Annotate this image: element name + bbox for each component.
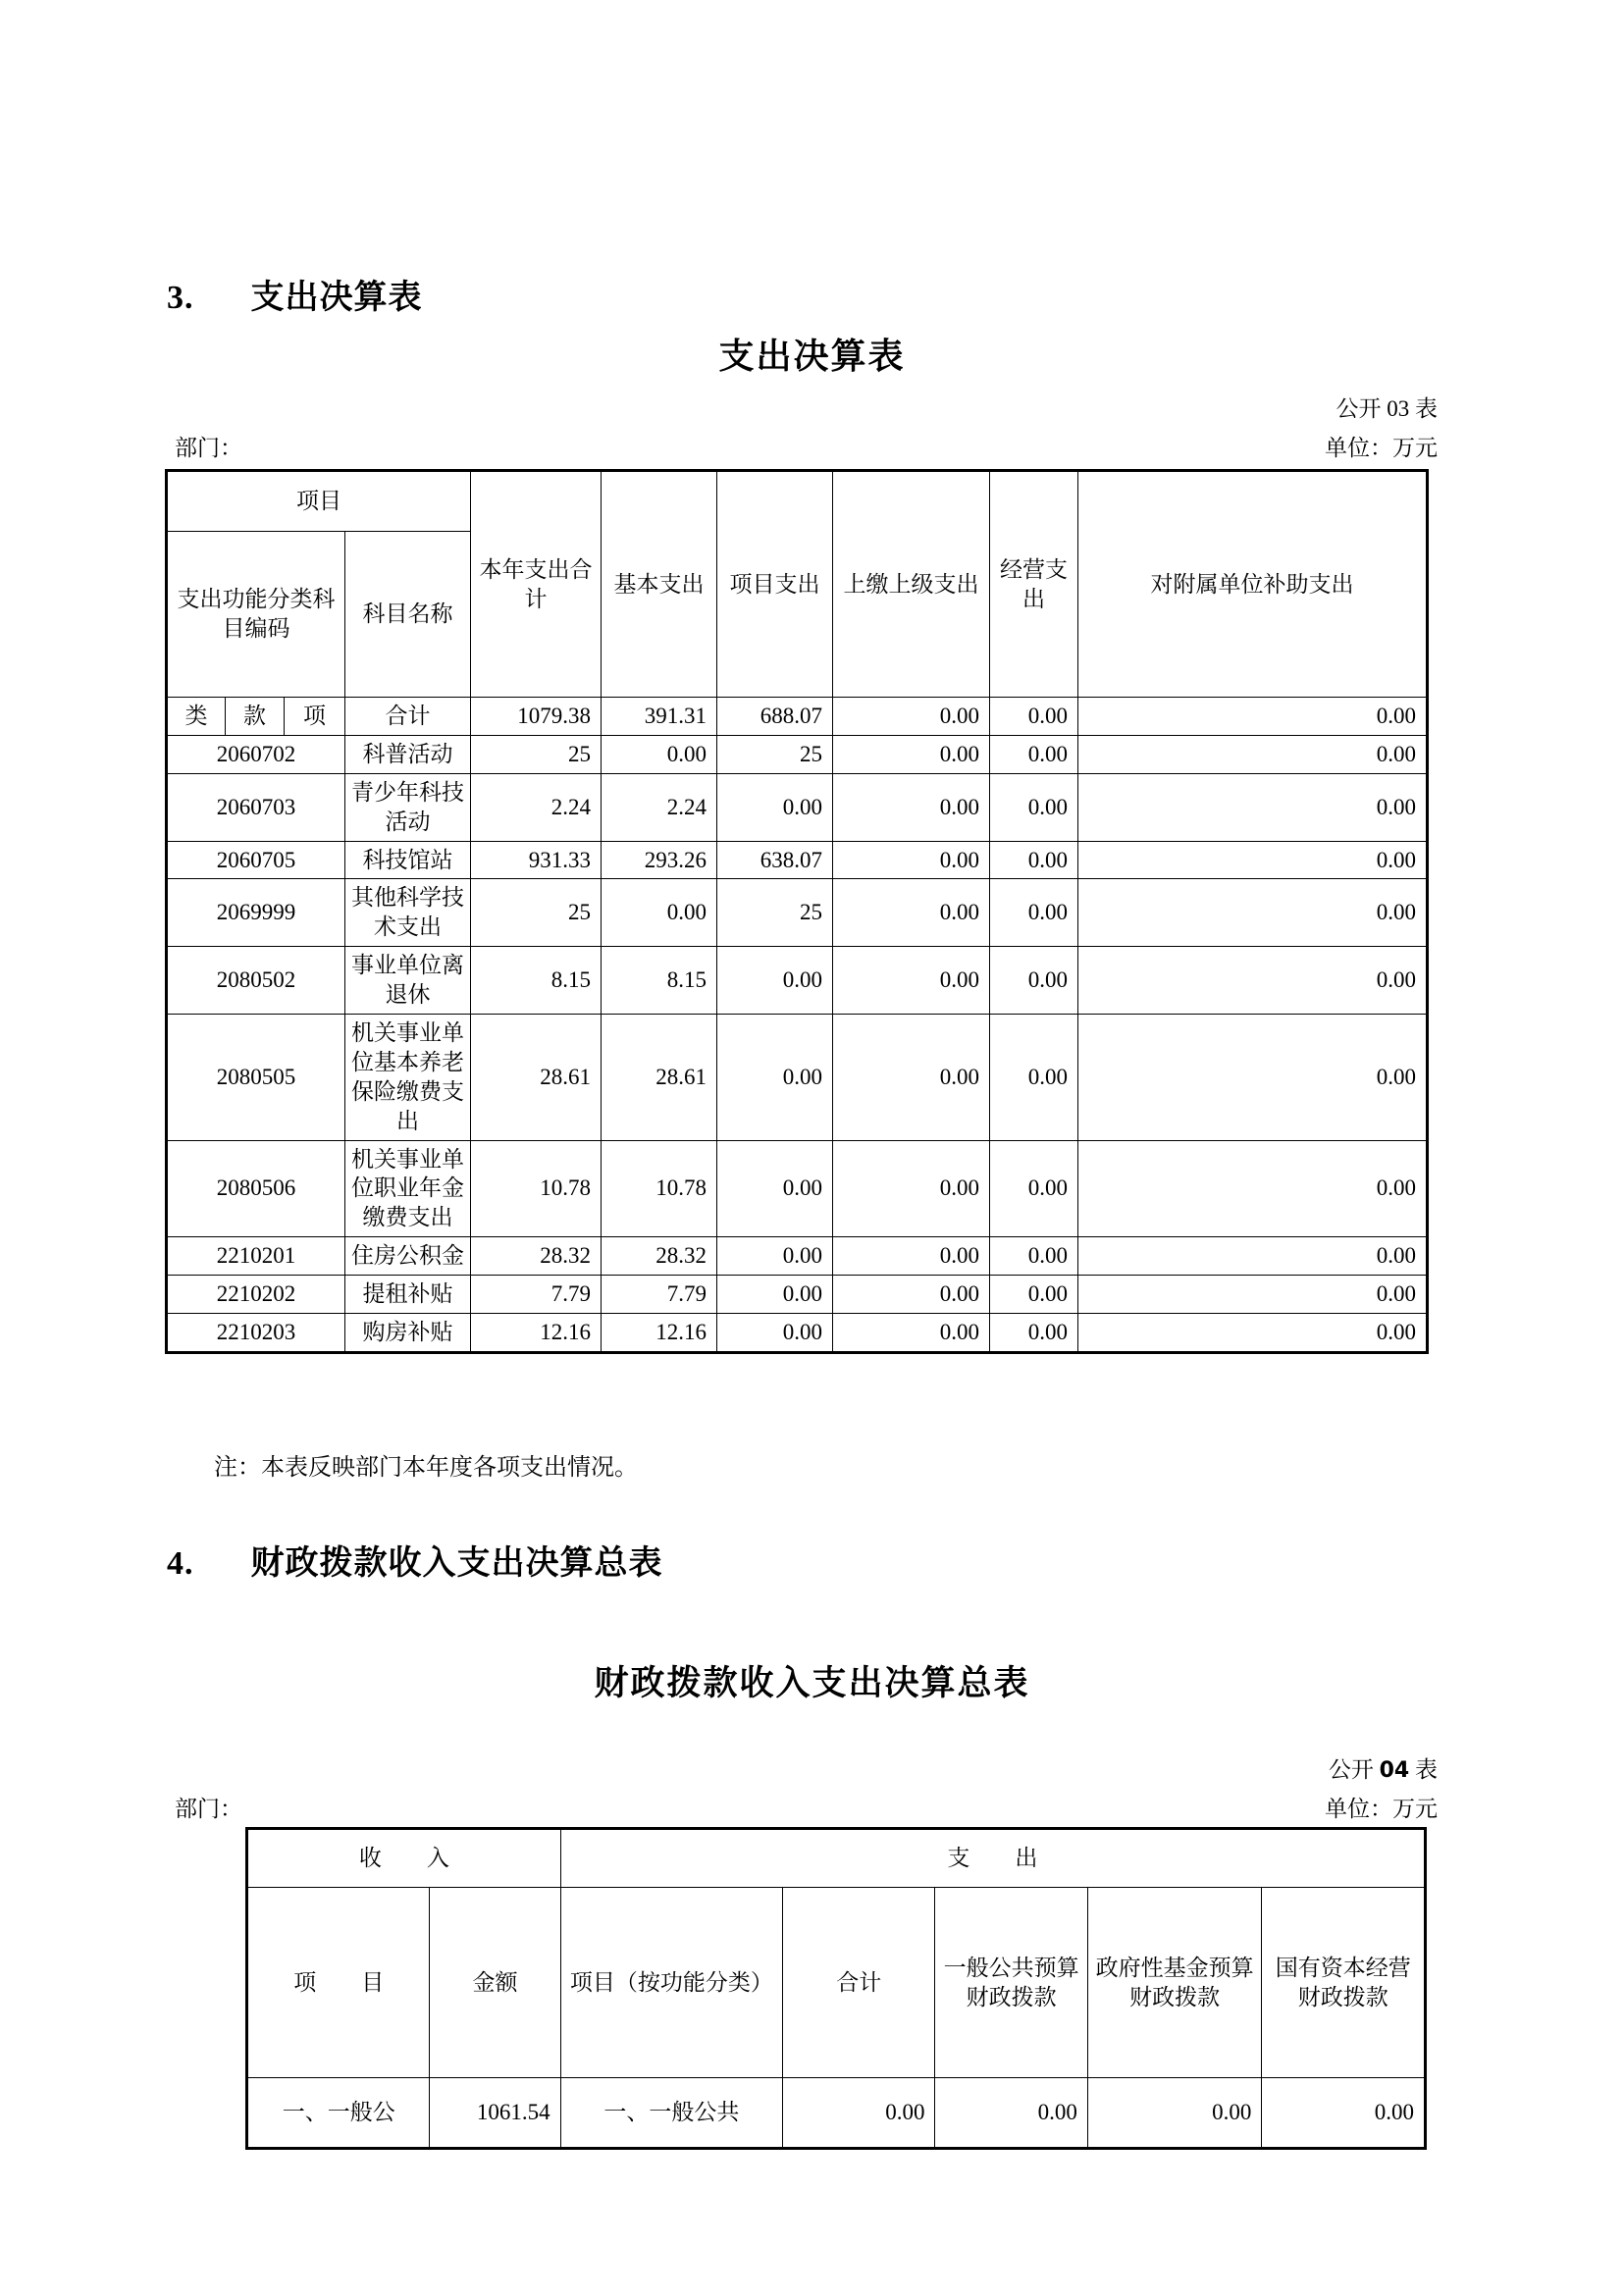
header-basic-expenditure: 基本支出: [602, 471, 717, 698]
cell-function-code: 2080506: [167, 1140, 345, 1237]
header-remit-upper-expenditure: 上缴上级支出: [833, 471, 990, 698]
cell-basic-expenditure: 293.26: [602, 841, 717, 879]
cell-operating: 0.00: [990, 1314, 1078, 1353]
cell-total-subsidy: 0.00: [1078, 698, 1428, 736]
header-income-group: 收 入: [247, 1829, 561, 1888]
cell-income-amount: 1061.54: [430, 2078, 560, 2149]
cell-subject-name: 购房补贴: [345, 1314, 471, 1353]
table-row: [167, 841, 1428, 879]
cell-total-label: 合计: [345, 698, 471, 736]
cell-kuan: 款: [226, 698, 285, 736]
header-total: 合计: [783, 1888, 935, 2078]
section-heading-4: [167, 1536, 663, 1584]
header-function-classification-code: 支出功能分类科目编码: [167, 532, 345, 698]
cell-xiang: 项: [285, 698, 345, 736]
cell-year-total: 8.15: [471, 947, 602, 1015]
cell-project-expenditure: 0.00: [717, 1140, 833, 1237]
table1-title: 支出决算表: [718, 337, 906, 377]
cell-remit-upper: 0.00: [833, 1237, 990, 1276]
table-row: [167, 1237, 1428, 1276]
cell-year-total: 25: [471, 879, 602, 947]
table1-header-row-1: [167, 471, 1428, 532]
cell-basic-expenditure: 28.32: [602, 1237, 717, 1276]
cell-subsidy: 0.00: [1078, 1140, 1428, 1237]
cell-total-operating: 0.00: [990, 698, 1078, 736]
cell-operating: 0.00: [990, 947, 1078, 1015]
cell-project-expenditure: 0.00: [717, 773, 833, 841]
section-number: 3.: [167, 280, 194, 316]
cell-subject-name: 事业单位离退休: [345, 947, 471, 1015]
cell-subject-name: 科技馆站: [345, 841, 471, 879]
cell-operating: 0.00: [990, 1276, 1078, 1314]
cell-function-code: 2080502: [167, 947, 345, 1015]
cell-operating: 0.00: [990, 1237, 1078, 1276]
table-row: [167, 1015, 1428, 1141]
cell-operating: 0.00: [990, 841, 1078, 879]
cell-project-expenditure: 0.00: [717, 947, 833, 1015]
cell-operating: 0.00: [990, 773, 1078, 841]
header-year-total: 本年支出合计: [471, 471, 602, 698]
cell-basic-expenditure: 8.15: [602, 947, 717, 1015]
cell-function-code: 2060702: [167, 735, 345, 773]
cell-operating: 0.00: [990, 1140, 1078, 1237]
cell-subsidy: 0.00: [1078, 947, 1428, 1015]
cell-function-code: 2210203: [167, 1314, 345, 1353]
header-item-by-function: 项目（按功能分类）: [560, 1888, 782, 2078]
header-expense-group: 支 出: [560, 1829, 1425, 1888]
header-subject-name: 科目名称: [345, 532, 471, 698]
cell-expense-item: 一、一般公共: [560, 2078, 782, 2149]
cell-remit-upper: 0.00: [833, 947, 990, 1015]
cell-function-code: 2060703: [167, 773, 345, 841]
cell-function-code: 2069999: [167, 879, 345, 947]
header-general-public-budget: 一般公共预算财政拨款: [935, 1888, 1087, 2078]
table1-total-row: [167, 698, 1428, 736]
cell-total-year: 1079.38: [471, 698, 602, 736]
table-row: [167, 1140, 1428, 1237]
cell-function-code: 2080505: [167, 1015, 345, 1141]
cell-operating: 0.00: [990, 735, 1078, 773]
section-title: 财政拨款收入支出决算总表: [250, 1543, 663, 1583]
table-row: [167, 773, 1428, 841]
cell-year-total: 28.32: [471, 1237, 602, 1276]
cell-project-expenditure: 638.07: [717, 841, 833, 879]
cell-remit-upper: 0.00: [833, 735, 990, 773]
table-row: [167, 735, 1428, 773]
cell-remit-upper: 0.00: [833, 841, 990, 879]
cell-function-code: 2060705: [167, 841, 345, 879]
cell-project-expenditure: 0.00: [717, 1015, 833, 1141]
cell-subsidy: 0.00: [1078, 841, 1428, 879]
header-project-expenditure: 项目支出: [717, 471, 833, 698]
table2-unit-label: 单位：万元: [1325, 1797, 1438, 1821]
table-row: [167, 1276, 1428, 1314]
cell-subsidy: 0.00: [1078, 1237, 1428, 1276]
cell-subsidy: 0.00: [1078, 1314, 1428, 1353]
cell-year-total: 931.33: [471, 841, 602, 879]
table2-header-row-1: [247, 1829, 1426, 1888]
cell-income-item: 一、一般公: [247, 2078, 430, 2149]
header-gov-fund-budget: 政府性基金预算财政拨款: [1087, 1888, 1262, 2078]
cell-total-remit: 0.00: [833, 698, 990, 736]
cell-operating: 0.00: [990, 879, 1078, 947]
section-heading-3: [167, 270, 423, 318]
cell-project-expenditure: 0.00: [717, 1237, 833, 1276]
cell-expense-state-capital: 0.00: [1262, 2078, 1426, 2149]
table1-form-number: 公开 03 表: [1336, 396, 1438, 421]
cell-year-total: 12.16: [471, 1314, 602, 1353]
cell-subject-name: 青少年科技活动: [345, 773, 471, 841]
cell-subject-name: 其他科学技术支出: [345, 879, 471, 947]
cell-expense-gov-fund: 0.00: [1087, 2078, 1262, 2149]
cell-function-code: 2210202: [167, 1276, 345, 1314]
header-amount: 金额: [430, 1888, 560, 2078]
cell-basic-expenditure: 10.78: [602, 1140, 717, 1237]
section-number: 4.: [167, 1545, 194, 1582]
cell-remit-upper: 0.00: [833, 879, 990, 947]
fiscal-appropriation-summary-table: [245, 1827, 1427, 2150]
cell-total-project: 688.07: [717, 698, 833, 736]
cell-subsidy: 0.00: [1078, 773, 1428, 841]
cell-subject-name: 科普活动: [345, 735, 471, 773]
table2-header-row-2: [247, 1888, 1426, 2078]
table1-department-label: 部门：: [175, 436, 242, 460]
cell-subsidy: 0.00: [1078, 879, 1428, 947]
cell-basic-expenditure: 12.16: [602, 1314, 717, 1353]
cell-project-expenditure: 0.00: [717, 1276, 833, 1314]
cell-operating: 0.00: [990, 1015, 1078, 1141]
header-state-capital-budget: 国有资本经营财政拨款: [1262, 1888, 1426, 2078]
cell-basic-expenditure: 0.00: [602, 735, 717, 773]
header-operating-expenditure: 经营支出: [990, 471, 1078, 698]
cell-basic-expenditure: 28.61: [602, 1015, 717, 1141]
cell-lei: 类: [167, 698, 226, 736]
cell-year-total: 10.78: [471, 1140, 602, 1237]
cell-subject-name: 提租补贴: [345, 1276, 471, 1314]
table1-note: 注：本表反映部门本年度各项支出情况。: [214, 1455, 638, 1481]
cell-subsidy: 0.00: [1078, 1276, 1428, 1314]
cell-subject-name: 住房公积金: [345, 1237, 471, 1276]
cell-remit-upper: 0.00: [833, 1276, 990, 1314]
cell-expense-general-public: 0.00: [935, 2078, 1087, 2149]
table1-unit-label: 单位：万元: [1325, 436, 1438, 460]
header-item: 项 目: [247, 1888, 430, 2078]
cell-basic-expenditure: 0.00: [602, 879, 717, 947]
cell-remit-upper: 0.00: [833, 773, 990, 841]
cell-year-total: 25: [471, 735, 602, 773]
cell-subject-name: 机关事业单位职业年金缴费支出: [345, 1140, 471, 1237]
cell-subject-name: 机关事业单位基本养老保险缴费支出: [345, 1015, 471, 1141]
cell-basic-expenditure: 7.79: [602, 1276, 717, 1314]
expenditure-final-accounts-table: [165, 469, 1429, 1354]
cell-remit-upper: 0.00: [833, 1140, 990, 1237]
table-row: [167, 947, 1428, 1015]
cell-basic-expenditure: 2.24: [602, 773, 717, 841]
cell-remit-upper: 0.00: [833, 1015, 990, 1141]
cell-subsidy: 0.00: [1078, 735, 1428, 773]
cell-function-code: 2210201: [167, 1237, 345, 1276]
cell-expense-total: 0.00: [783, 2078, 935, 2149]
cell-year-total: 7.79: [471, 1276, 602, 1314]
cell-project-expenditure: 25: [717, 879, 833, 947]
table2-title: 财政拨款收入支出决算总表: [594, 1664, 1030, 1703]
cell-year-total: 28.61: [471, 1015, 602, 1141]
table-row: [167, 879, 1428, 947]
cell-total-basic: 391.31: [602, 698, 717, 736]
table2-department-label: 部门：: [175, 1797, 242, 1821]
cell-year-total: 2.24: [471, 773, 602, 841]
table2-data-row: [247, 2078, 1426, 2149]
cell-subsidy: 0.00: [1078, 1015, 1428, 1141]
cell-project-expenditure: 0.00: [717, 1314, 833, 1353]
cell-project-expenditure: 25: [717, 735, 833, 773]
table-row: [167, 1314, 1428, 1353]
header-group-item: 项目: [167, 471, 471, 532]
table2-form-number: 公开 04 表: [1328, 1757, 1438, 1783]
section-title: 支出决算表: [250, 278, 423, 317]
header-subsidy-to-affiliated-units: 对附属单位补助支出: [1078, 471, 1428, 698]
cell-remit-upper: 0.00: [833, 1314, 990, 1353]
